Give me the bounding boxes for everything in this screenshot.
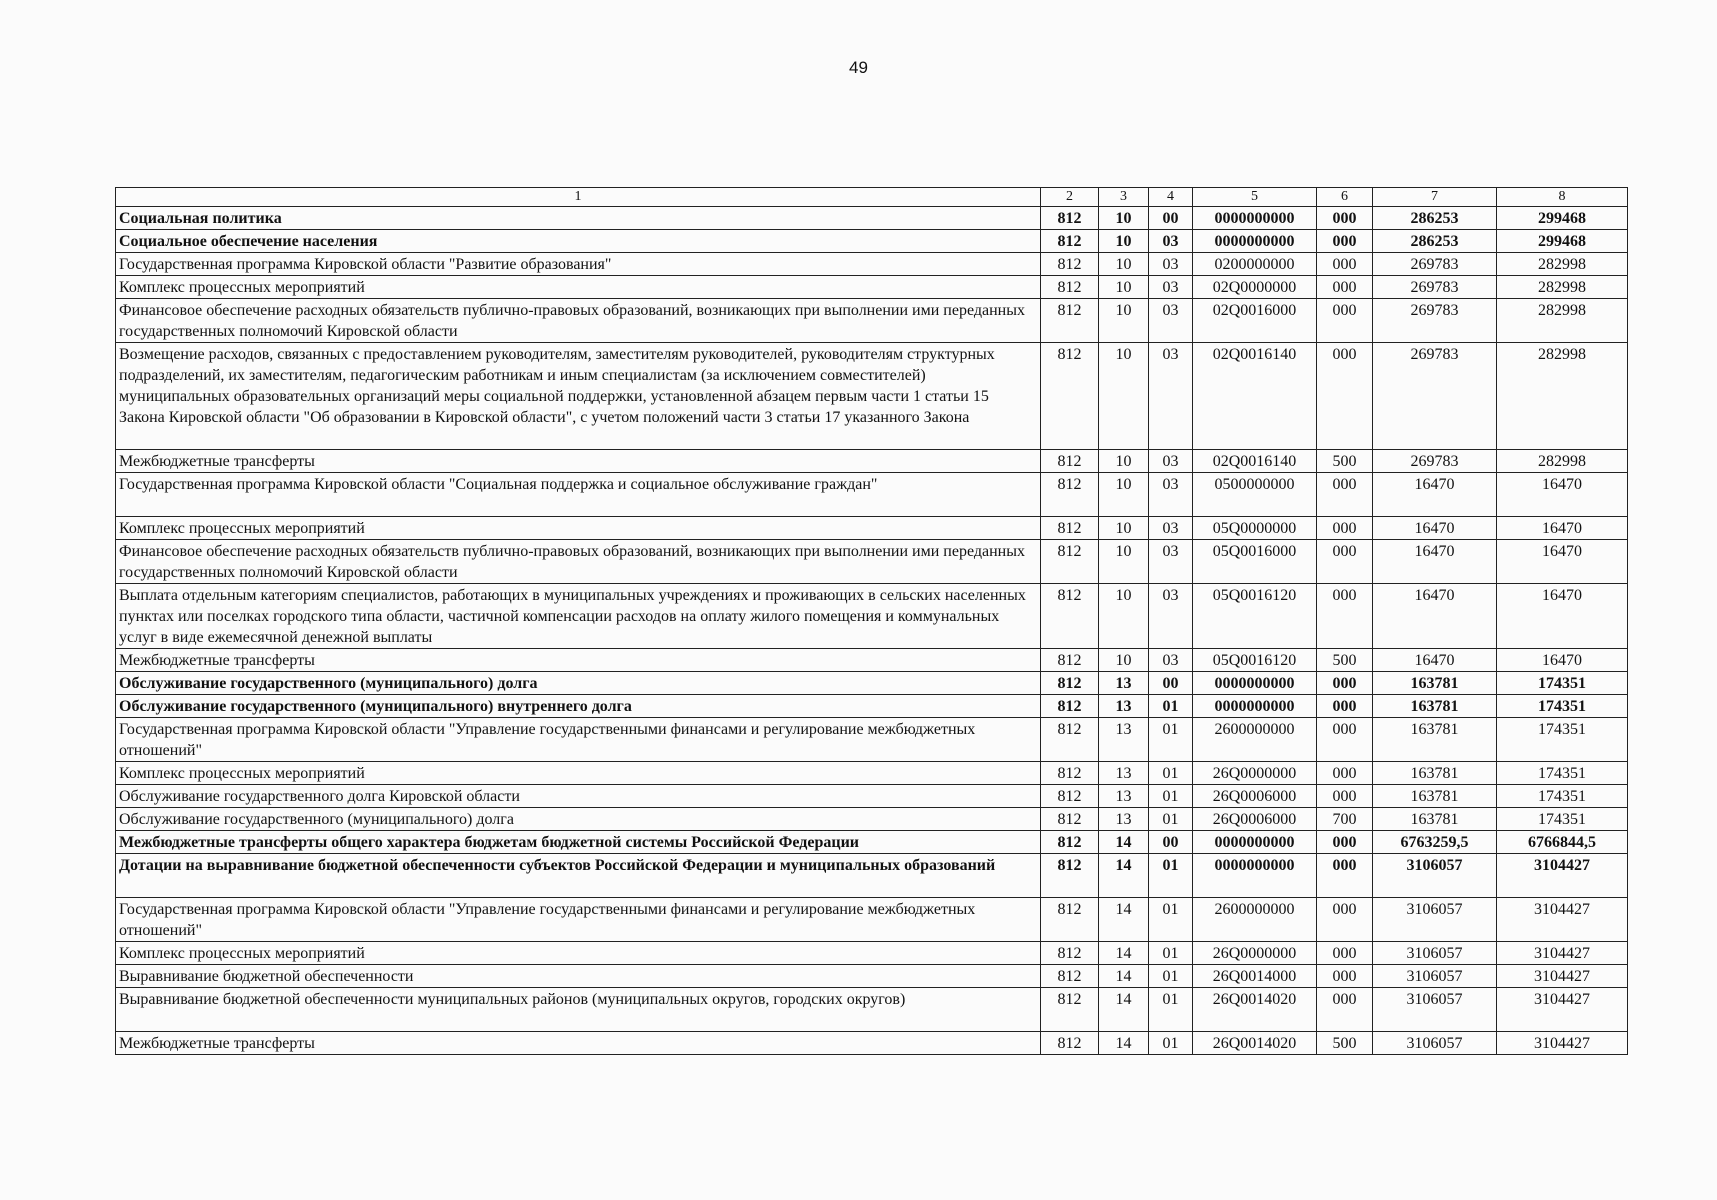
cell-subsection: 14 [1099,965,1149,988]
cell-section: 812 [1041,517,1099,540]
header-cell-target-article: 5 [1193,188,1317,207]
table-row [116,672,1628,695]
cell-amount-year-1: 269783 [1373,299,1497,343]
cell-amount-year-1: 269783 [1373,253,1497,276]
cell-section: 812 [1041,988,1099,1032]
table-row [116,988,1628,1032]
cell-amount-year-2: 6766844,5 [1497,831,1628,854]
cell-section: 812 [1041,649,1099,672]
cell-name: Государственная программа Кировской области "Социальная поддержка и социальное обслуживание граждан" [116,473,1041,517]
header-cell-subsection: 3 [1099,188,1149,207]
cell-group: 03 [1149,473,1193,517]
cell-section: 812 [1041,253,1099,276]
cell-name: Государственная программа Кировской области "Управление государственными финансами и регулирование межбюджетных отношений" [116,718,1041,762]
cell-amount-year-1: 16470 [1373,649,1497,672]
cell-expense-type: 000 [1317,854,1373,898]
cell-amount-year-1: 163781 [1373,695,1497,718]
cell-amount-year-1: 163781 [1373,672,1497,695]
cell-amount-year-1: 163781 [1373,762,1497,785]
cell-group: 01 [1149,695,1193,718]
cell-group: 01 [1149,718,1193,762]
table-row [116,785,1628,808]
cell-amount-year-2: 174351 [1497,762,1628,785]
cell-subsection: 14 [1099,988,1149,1032]
cell-expense-type: 000 [1317,517,1373,540]
table-row [116,854,1628,898]
cell-amount-year-2: 174351 [1497,672,1628,695]
cell-subsection: 14 [1099,854,1149,898]
cell-section: 812 [1041,299,1099,343]
cell-subsection: 13 [1099,785,1149,808]
cell-name: Межбюджетные трансферты [116,1032,1041,1055]
cell-subsection: 14 [1099,831,1149,854]
cell-name: Обслуживание государственного (муниципального) долга [116,672,1041,695]
cell-section: 812 [1041,450,1099,473]
cell-amount-year-2: 16470 [1497,540,1628,584]
cell-section: 812 [1041,942,1099,965]
cell-amount-year-1: 269783 [1373,276,1497,299]
cell-subsection: 10 [1099,649,1149,672]
cell-group: 01 [1149,762,1193,785]
cell-amount-year-1: 269783 [1373,343,1497,450]
cell-expense-type: 000 [1317,473,1373,517]
cell-target-article: 0000000000 [1193,695,1317,718]
cell-target-article: 0200000000 [1193,253,1317,276]
table-row [116,762,1628,785]
cell-amount-year-2: 174351 [1497,785,1628,808]
cell-section: 812 [1041,343,1099,450]
table-row [116,831,1628,854]
cell-amount-year-1: 286253 [1373,230,1497,253]
table-row [116,540,1628,584]
cell-section: 812 [1041,207,1099,230]
cell-expense-type: 000 [1317,695,1373,718]
cell-amount-year-1: 163781 [1373,785,1497,808]
cell-expense-type: 000 [1317,831,1373,854]
cell-expense-type: 000 [1317,276,1373,299]
cell-subsection: 10 [1099,517,1149,540]
cell-group: 00 [1149,831,1193,854]
cell-target-article: 26Q0014020 [1193,1032,1317,1055]
header-cell-expense-type: 6 [1317,188,1373,207]
cell-amount-year-2: 3104427 [1497,898,1628,942]
cell-name: Социальное обеспечение населения [116,230,1041,253]
cell-group: 03 [1149,343,1193,450]
table-row [116,649,1628,672]
cell-target-article: 0000000000 [1193,854,1317,898]
cell-group: 01 [1149,965,1193,988]
cell-section: 812 [1041,718,1099,762]
header-cell-amount-year-1: 7 [1373,188,1497,207]
cell-amount-year-1: 6763259,5 [1373,831,1497,854]
cell-amount-year-1: 3106057 [1373,854,1497,898]
cell-section: 812 [1041,898,1099,942]
cell-expense-type: 500 [1317,1032,1373,1055]
cell-amount-year-1: 3106057 [1373,988,1497,1032]
cell-target-article: 02Q0016000 [1193,299,1317,343]
table-row [116,299,1628,343]
cell-amount-year-2: 16470 [1497,649,1628,672]
cell-name: Финансовое обеспечение расходных обязательств публично-правовых образований, возникающих при выполнении ими переданных государственных полномочий Кировской области [116,299,1041,343]
cell-amount-year-2: 282998 [1497,450,1628,473]
cell-section: 812 [1041,276,1099,299]
cell-group: 03 [1149,230,1193,253]
cell-subsection: 13 [1099,672,1149,695]
cell-name: Обслуживание государственного долга Кировской области [116,785,1041,808]
cell-expense-type: 700 [1317,808,1373,831]
cell-target-article: 0000000000 [1193,672,1317,695]
cell-amount-year-2: 16470 [1497,517,1628,540]
cell-amount-year-1: 286253 [1373,207,1497,230]
cell-group: 03 [1149,517,1193,540]
cell-amount-year-2: 282998 [1497,343,1628,450]
cell-name: Обслуживание государственного (муниципального) внутреннего долга [116,695,1041,718]
cell-name: Дотации на выравнивание бюджетной обеспеченности субъектов Российской Федерации и муниципальных образований [116,854,1041,898]
cell-expense-type: 000 [1317,965,1373,988]
cell-subsection: 14 [1099,898,1149,942]
cell-name: Выравнивание бюджетной обеспеченности [116,965,1041,988]
cell-section: 812 [1041,473,1099,517]
cell-amount-year-2: 299468 [1497,230,1628,253]
table-row [116,473,1628,517]
cell-amount-year-1: 16470 [1373,517,1497,540]
cell-amount-year-2: 3104427 [1497,854,1628,898]
cell-amount-year-2: 282998 [1497,253,1628,276]
cell-group: 01 [1149,988,1193,1032]
header-cell-section: 2 [1041,188,1099,207]
cell-amount-year-1: 3106057 [1373,942,1497,965]
cell-expense-type: 000 [1317,762,1373,785]
cell-amount-year-1: 16470 [1373,540,1497,584]
table-row [116,942,1628,965]
cell-group: 03 [1149,540,1193,584]
cell-expense-type: 500 [1317,649,1373,672]
table-row [116,276,1628,299]
cell-target-article: 26Q0006000 [1193,785,1317,808]
cell-target-article: 05Q0016000 [1193,540,1317,584]
cell-name: Возмещение расходов, связанных с предоставлением руководителям, заместителям руководителей, руководителям структурных подразделений, их заместителям, педагогическим работникам и иным специалистам (за исключением совместителей) муниципальных образовательных организаций меры социальной поддержки, установленной абзацем первым части 1 статьи 15 Закона Кировской области "Об образовании в Кировской области", с учетом положений части 3 статьи 17 указанного Закона [116,343,1041,450]
budget-table [115,187,1628,1055]
cell-expense-type: 000 [1317,540,1373,584]
cell-subsection: 10 [1099,299,1149,343]
cell-subsection: 10 [1099,230,1149,253]
table-row [116,230,1628,253]
cell-group: 03 [1149,276,1193,299]
cell-expense-type: 000 [1317,942,1373,965]
cell-expense-type: 500 [1317,450,1373,473]
cell-expense-type: 000 [1317,253,1373,276]
cell-target-article: 26Q0006000 [1193,808,1317,831]
cell-target-article: 26Q0000000 [1193,762,1317,785]
cell-subsection: 14 [1099,1032,1149,1055]
cell-amount-year-2: 174351 [1497,695,1628,718]
cell-name: Социальная политика [116,207,1041,230]
table-row [116,517,1628,540]
cell-name: Комплекс процессных мероприятий [116,276,1041,299]
cell-subsection: 10 [1099,450,1149,473]
cell-amount-year-2: 3104427 [1497,988,1628,1032]
cell-subsection: 10 [1099,253,1149,276]
cell-target-article: 26Q0014000 [1193,965,1317,988]
cell-amount-year-2: 299468 [1497,207,1628,230]
cell-subsection: 10 [1099,343,1149,450]
cell-expense-type: 000 [1317,718,1373,762]
table-row [116,695,1628,718]
table-row [116,808,1628,831]
cell-group: 01 [1149,854,1193,898]
table-row [116,450,1628,473]
cell-amount-year-1: 16470 [1373,584,1497,649]
cell-target-article: 05Q0000000 [1193,517,1317,540]
cell-expense-type: 000 [1317,299,1373,343]
cell-section: 812 [1041,965,1099,988]
cell-section: 812 [1041,854,1099,898]
cell-name: Межбюджетные трансферты общего характера бюджетам бюджетной системы Российской Федерации [116,831,1041,854]
cell-subsection: 13 [1099,718,1149,762]
cell-group: 01 [1149,1032,1193,1055]
cell-section: 812 [1041,1032,1099,1055]
cell-target-article: 05Q0016120 [1193,584,1317,649]
cell-amount-year-2: 174351 [1497,718,1628,762]
table-header-row [116,188,1628,207]
cell-name: Межбюджетные трансферты [116,450,1041,473]
cell-subsection: 10 [1099,473,1149,517]
cell-section: 812 [1041,672,1099,695]
cell-subsection: 13 [1099,695,1149,718]
cell-section: 812 [1041,695,1099,718]
cell-section: 812 [1041,762,1099,785]
cell-expense-type: 000 [1317,988,1373,1032]
cell-section: 812 [1041,584,1099,649]
table-row [116,343,1628,450]
cell-amount-year-2: 16470 [1497,584,1628,649]
cell-target-article: 05Q0016120 [1193,649,1317,672]
cell-expense-type: 000 [1317,785,1373,808]
cell-expense-type: 000 [1317,207,1373,230]
cell-name: Государственная программа Кировской области "Управление государственными финансами и регулирование межбюджетных отношений" [116,898,1041,942]
table-row [116,965,1628,988]
cell-section: 812 [1041,831,1099,854]
cell-amount-year-1: 163781 [1373,718,1497,762]
cell-target-article: 02Q0000000 [1193,276,1317,299]
cell-target-article: 2600000000 [1193,718,1317,762]
cell-group: 00 [1149,672,1193,695]
page-number: 49 [849,58,868,77]
cell-target-article: 26Q0000000 [1193,942,1317,965]
cell-amount-year-2: 3104427 [1497,942,1628,965]
cell-amount-year-2: 282998 [1497,299,1628,343]
cell-expense-type: 000 [1317,672,1373,695]
cell-group: 01 [1149,808,1193,831]
cell-section: 812 [1041,785,1099,808]
table-row [116,584,1628,649]
cell-group: 01 [1149,785,1193,808]
cell-amount-year-1: 3106057 [1373,898,1497,942]
cell-section: 812 [1041,230,1099,253]
cell-subsection: 13 [1099,808,1149,831]
table-row [116,718,1628,762]
cell-target-article: 0000000000 [1193,230,1317,253]
cell-subsection: 10 [1099,276,1149,299]
table-row [116,898,1628,942]
cell-name: Финансовое обеспечение расходных обязательств публично-правовых образований, возникающих при выполнении ими переданных государственных полномочий Кировской области [116,540,1041,584]
table-row [116,207,1628,230]
cell-name: Комплекс процессных мероприятий [116,762,1041,785]
header-cell-amount-year-2: 8 [1497,188,1628,207]
cell-group: 00 [1149,207,1193,230]
table-row [116,253,1628,276]
cell-section: 812 [1041,808,1099,831]
cell-expense-type: 000 [1317,343,1373,450]
cell-amount-year-2: 282998 [1497,276,1628,299]
header-cell-name: 1 [116,188,1041,207]
cell-target-article: 26Q0014020 [1193,988,1317,1032]
cell-target-article: 0000000000 [1193,831,1317,854]
cell-group: 01 [1149,942,1193,965]
cell-target-article: 2600000000 [1193,898,1317,942]
cell-group: 03 [1149,450,1193,473]
cell-amount-year-1: 3106057 [1373,965,1497,988]
cell-target-article: 02Q0016140 [1193,450,1317,473]
cell-amount-year-1: 3106057 [1373,1032,1497,1055]
header-cell-group: 4 [1149,188,1193,207]
cell-expense-type: 000 [1317,898,1373,942]
cell-target-article: 02Q0016140 [1193,343,1317,450]
cell-amount-year-1: 163781 [1373,808,1497,831]
cell-section: 812 [1041,540,1099,584]
cell-subsection: 14 [1099,942,1149,965]
cell-amount-year-2: 3104427 [1497,965,1628,988]
cell-amount-year-1: 16470 [1373,473,1497,517]
table-row [116,1032,1628,1055]
cell-name: Обслуживание государственного (муниципального) долга [116,808,1041,831]
cell-expense-type: 000 [1317,230,1373,253]
cell-name: Выплата отдельным категориям специалистов, работающих в муниципальных учреждениях и проживающих в сельских населенных пунктах или поселках городского типа области, частичной компенсации расходов на оплату жилого помещения и коммунальных услуг в виде ежемесячной денежной выплаты [116,584,1041,649]
cell-group: 03 [1149,649,1193,672]
cell-amount-year-1: 269783 [1373,450,1497,473]
cell-group: 03 [1149,299,1193,343]
cell-name: Комплекс процессных мероприятий [116,942,1041,965]
cell-name: Межбюджетные трансферты [116,649,1041,672]
cell-target-article: 0000000000 [1193,207,1317,230]
cell-subsection: 13 [1099,762,1149,785]
cell-subsection: 10 [1099,207,1149,230]
cell-subsection: 10 [1099,584,1149,649]
cell-group: 01 [1149,898,1193,942]
cell-group: 03 [1149,584,1193,649]
cell-name: Государственная программа Кировской области "Развитие образования" [116,253,1041,276]
cell-name: Комплекс процессных мероприятий [116,517,1041,540]
cell-amount-year-2: 3104427 [1497,1032,1628,1055]
cell-name: Выравнивание бюджетной обеспеченности муниципальных районов (муниципальных округов, городских округов) [116,988,1041,1032]
cell-target-article: 0500000000 [1193,473,1317,517]
cell-amount-year-2: 16470 [1497,473,1628,517]
cell-amount-year-2: 174351 [1497,808,1628,831]
cell-group: 03 [1149,253,1193,276]
cell-subsection: 10 [1099,540,1149,584]
cell-expense-type: 000 [1317,584,1373,649]
